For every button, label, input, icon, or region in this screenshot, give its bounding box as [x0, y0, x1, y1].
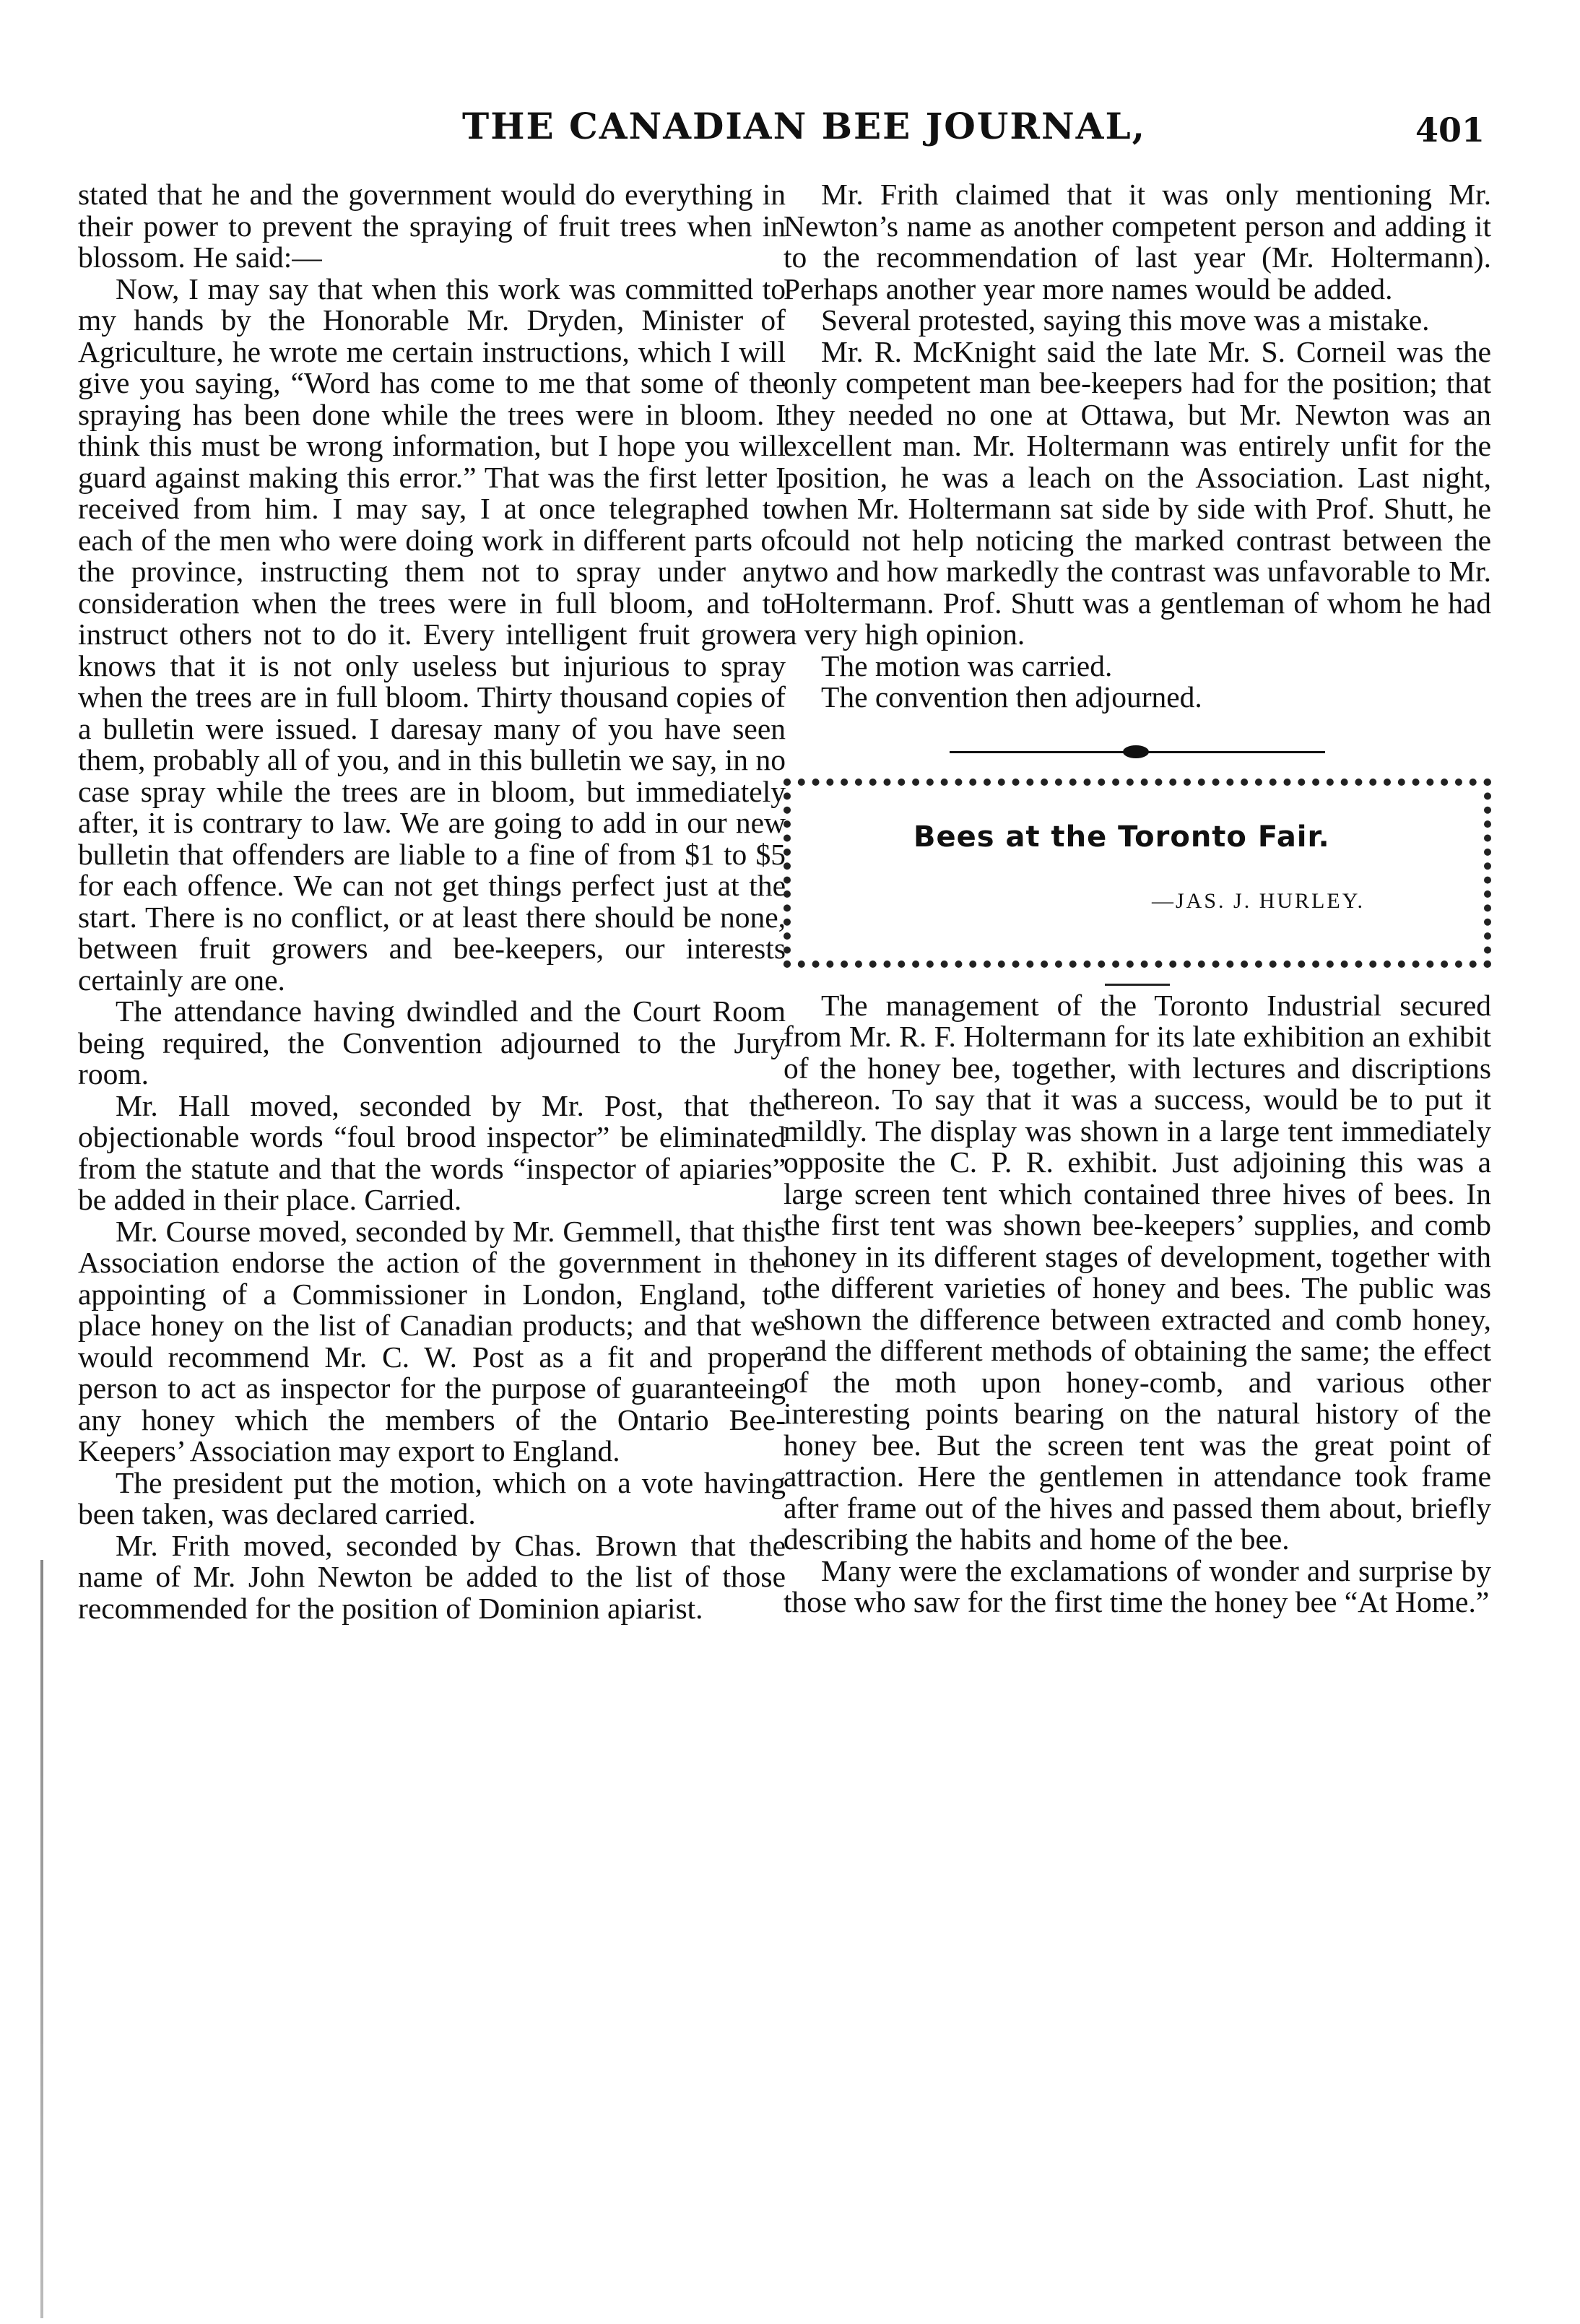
paragraph: Now, I may say that when this work was committed to my hands by the Honorable Mr. Dryden, Minister of Agriculture, he wrote me certain instructions, which I will give you saying, “Word has come to me that some of the spraying has been done while the trees were in bloom. I think this must be wrong information, but I hope you will guard against making this error.” That was the first letter I received from him. I may say, I at once telegraphed to each of the men who were doing work in different parts of the province, instructing them not to spray under any consideration when the trees were in full bloom, and to instruct others not to do it. Every intelligent fruit grower knows that it is not only useless but injurious to spray when the trees are in full bloom. Thirty thousand copies of a bulletin were issued. I daresay many of you have seen them, probably all of you, and in this bulletin we say, in no case spray while the trees are in bloom, but immediately after, it is contrary to law. We are going to add in our new bulletin that offenders are liable to a fine of from $1 to $5 for each offence. We can not get things perfect just at the start. There is no conflict, or at least there should be none, between fruit growers and bee-keepers, our interests certainly are one.	[78, 272, 786, 997]
paragraph: Mr. Frith moved, seconded by Chas. Brown that the name of Mr. John Newton be added to the list of those recommended for the position of Dominion apiarist.	[78, 1528, 786, 1625]
page-number: 401	[1415, 110, 1485, 149]
left-column	[78, 179, 786, 1624]
paragraph: The management of the Toronto Industrial secured from Mr. R. F. Holtermann for its late exhibition an exhibit of the honey bee, together, with lectures and discriptions thereon. To say that it was a success, would be to put it mildly. The display was shown in a large tent immediately opposite the C. P. R. exhibit. Just adjoining this was a large screen tent which contained three hives of bees. In the first tent was shown bee-keepers’ supplies, and comb honey in its different stages of development, together with the different varieties of honey and bees. The public was shown the difference between extracted and comb honey, and the different methods of obtaining the same; the effect of the moth upon honey-comb, and various other interesting points bearing on the natural history of the honey bee. But the screen tent was the great point of attraction. Here the gentlemen in attendance took frame after frame out of the hives and passed them about, briefly describing the habits and home of the bee.	[784, 988, 1491, 1556]
paragraph: The motion was carried.	[821, 649, 1113, 682]
paragraph: The president put the motion, which on a vote having been taken, was declared carried.	[78, 1465, 786, 1530]
article-title: Bees at the Toronto Fair.	[913, 820, 1330, 854]
short-rule	[1105, 984, 1170, 986]
paragraph: The attendance having dwindled and the Court Room being required, the Convention adjourned to the Jury room.	[78, 994, 786, 1091]
paragraph: Mr. Frith claimed that it was only mentioning Mr. Newton’s name as another competent person and adding it to the recommendation of last year (Mr. Holtermann). Perhaps another year more names would be added.	[784, 178, 1491, 305]
paragraph: stated that he and the government would do everything in their power to prevent the spraying of fruit trees when in blossom. He said:—	[78, 178, 786, 274]
divider-flourish	[1123, 745, 1149, 758]
section-divider-ornament	[950, 747, 1325, 757]
paragraph: Mr. R. McKnight said the late Mr. S. Corneil was the only competent man bee-keepers had for the position; that they needed no one at Ottawa, but Mr. Newton was an excellent man. Mr. Holtermann was entirely unfit for the position, he was a leach on the Association. Last night, when Mr. Holtermann sat side by side with Prof. Shutt, he could not help noticing the marked contrast between the two and how markedly the contrast was unfavorable to Mr. Holtermann. Prof. Shutt was a gentleman of whom he had a very high opinion.	[784, 334, 1491, 651]
page-header	[0, 105, 1580, 162]
paragraph: Mr. Hall moved, seconded by Mr. Post, that the objectionable words “foul brood inspector” be eliminated from the statute and that the words “inspector of apiaries” be added in their place. Carried.	[78, 1088, 786, 1216]
article-title-box	[784, 779, 1491, 968]
journal-title: THE CANADIAN BEE JOURNAL,	[462, 105, 1147, 147]
paragraph: The convention then adjourned.	[821, 680, 1202, 714]
margin-binding-mark	[40, 1560, 43, 2318]
paragraph: Mr. Course moved, seconded by Mr. Gemmell, that this Association endorse the action of the government in the appointing of a Commissioner in London, England, to place honey on the list of Canadian products; and that we would recommend Mr. C. W. Post as a fit and proper person to act as inspector for the purpose of guaranteeing any honey which the members of the Ontario Bee-Keepers’ Association may export to England.	[78, 1214, 786, 1467]
right-column	[784, 179, 1491, 1618]
article-author: —JAS. J. HURLEY.	[1152, 888, 1365, 913]
paragraph: Many were the exclamations of wonder and surprise by those who saw for the first time the honey bee “At Home.”	[784, 1553, 1491, 1618]
paragraph: Several protested, saying this move was a mistake.	[821, 303, 1430, 337]
